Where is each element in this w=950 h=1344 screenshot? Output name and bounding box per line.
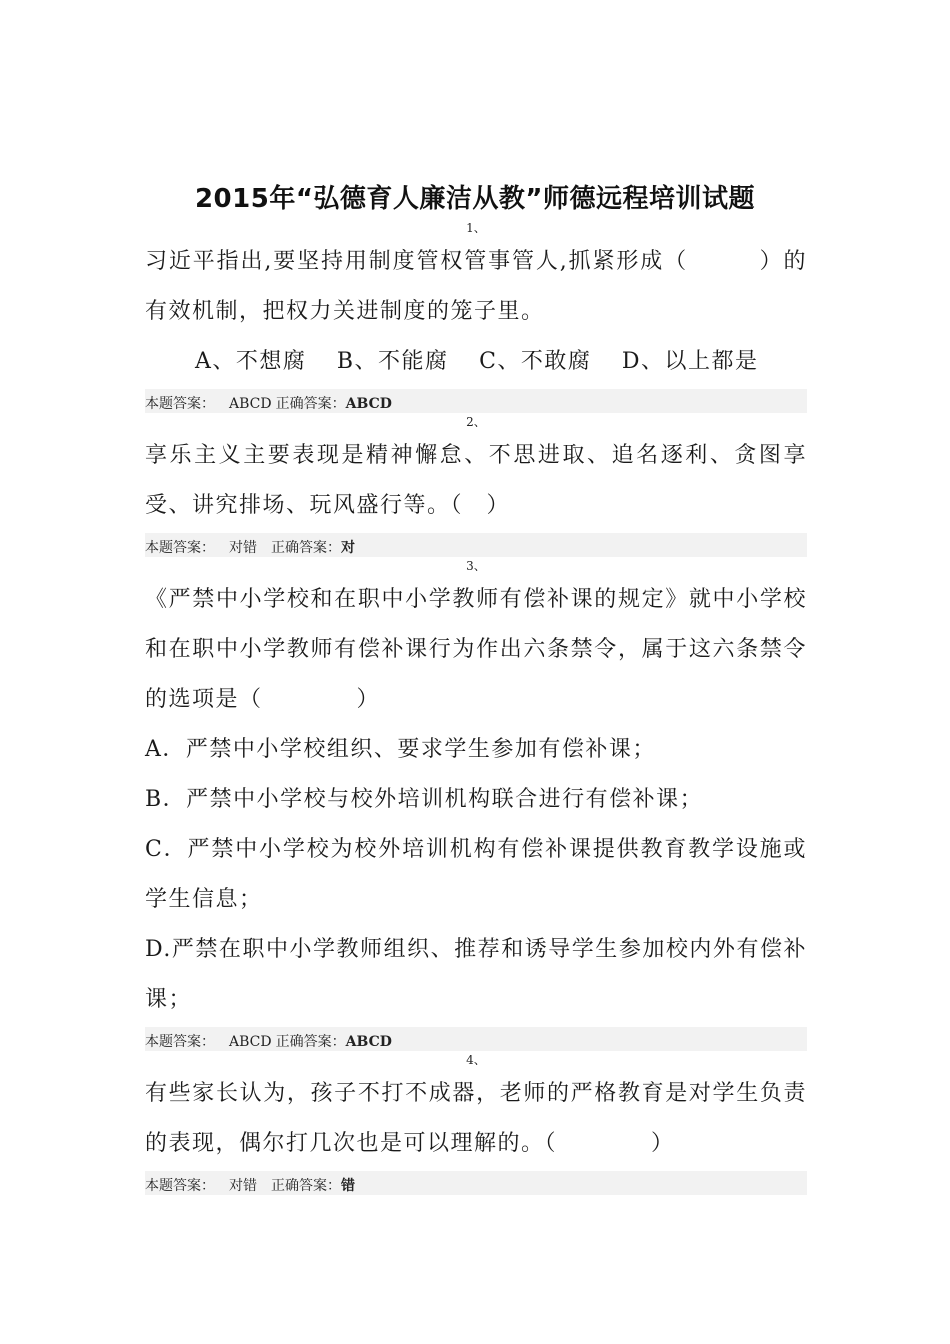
option-b: B、不能腐 — [336, 349, 449, 374]
answer-row — [145, 1171, 807, 1195]
question-number: 2、 — [466, 415, 486, 429]
my-answer: ABCD — [229, 396, 272, 412]
question-text: 《严禁中小学校和在职中小学教师有偿补课的规定》就中小学校和在职中小学教师有偿补课行为作出六条禁令，属于这六条禁令的选项是（ ） — [145, 587, 807, 712]
option-b: B．严禁中小学校与校外培训机构联合进行有偿补课； — [145, 787, 704, 812]
question-3 — [145, 557, 807, 1051]
question-text: 享乐主义主要表现是精神懈怠、不思进取、追名逐利、贪图享受、讲究排场、玩风盛行等。（ ） — [145, 443, 807, 518]
correct-label: 正确答案： — [271, 540, 341, 556]
answer-label: 本题答案： — [145, 396, 215, 412]
question-text: 有些家长认为，孩子不打不成器，老师的严格教育是对学生负责的表现，偶尔打几次也是可以理解的。（ ） — [145, 1081, 807, 1156]
question-4 — [145, 1051, 807, 1195]
question-1 — [145, 219, 807, 413]
correct-answer: 错 — [341, 1178, 355, 1194]
question-number: 1、 — [466, 221, 486, 235]
question-options — [145, 337, 807, 387]
option-a: A、不想腐 — [195, 349, 307, 374]
my-answer: 对错 — [229, 540, 257, 556]
question-number: 4、 — [466, 1053, 486, 1067]
answer-label: 本题答案： — [145, 1034, 215, 1050]
option-d: D、以上都是 — [621, 349, 759, 374]
question-number: 3、 — [466, 559, 486, 573]
document-title: 2015年“弘德育人廉洁从教”师德远程培训试题 — [194, 184, 756, 214]
answer-row — [145, 533, 807, 557]
answer-label: 本题答案： — [145, 1178, 215, 1194]
question-text: 习近平指出,要坚持用制度管权管事管人,抓紧形成（ ）的有效机制，把权力关进制度的笼子里。 — [145, 249, 807, 324]
option-c: C、不敢腐 — [479, 349, 592, 374]
option-a: A．严禁中小学校组织、要求学生参加有偿补课； — [145, 737, 656, 762]
correct-label: 正确答案： — [275, 396, 346, 412]
option-c: C．严禁中小学校为校外培训机构有偿补课提供教育教学设施或学生信息； — [145, 837, 807, 912]
my-answer: 对错 — [229, 1178, 257, 1194]
correct-answer: 对 — [341, 540, 355, 556]
correct-label: 正确答案： — [271, 1178, 341, 1194]
option-d: D.严禁在职中小学教师组织、推荐和诱导学生参加校内外有偿补课； — [145, 937, 807, 1012]
answer-row — [145, 389, 807, 413]
correct-label: 正确答案： — [275, 1034, 346, 1050]
answer-row — [145, 1027, 807, 1051]
correct-answer: ABCD — [345, 396, 392, 412]
question-2 — [145, 413, 807, 557]
answer-label: 本题答案： — [145, 540, 215, 556]
correct-answer: ABCD — [345, 1034, 392, 1050]
document-page — [145, 178, 807, 1195]
my-answer: ABCD — [229, 1034, 272, 1050]
